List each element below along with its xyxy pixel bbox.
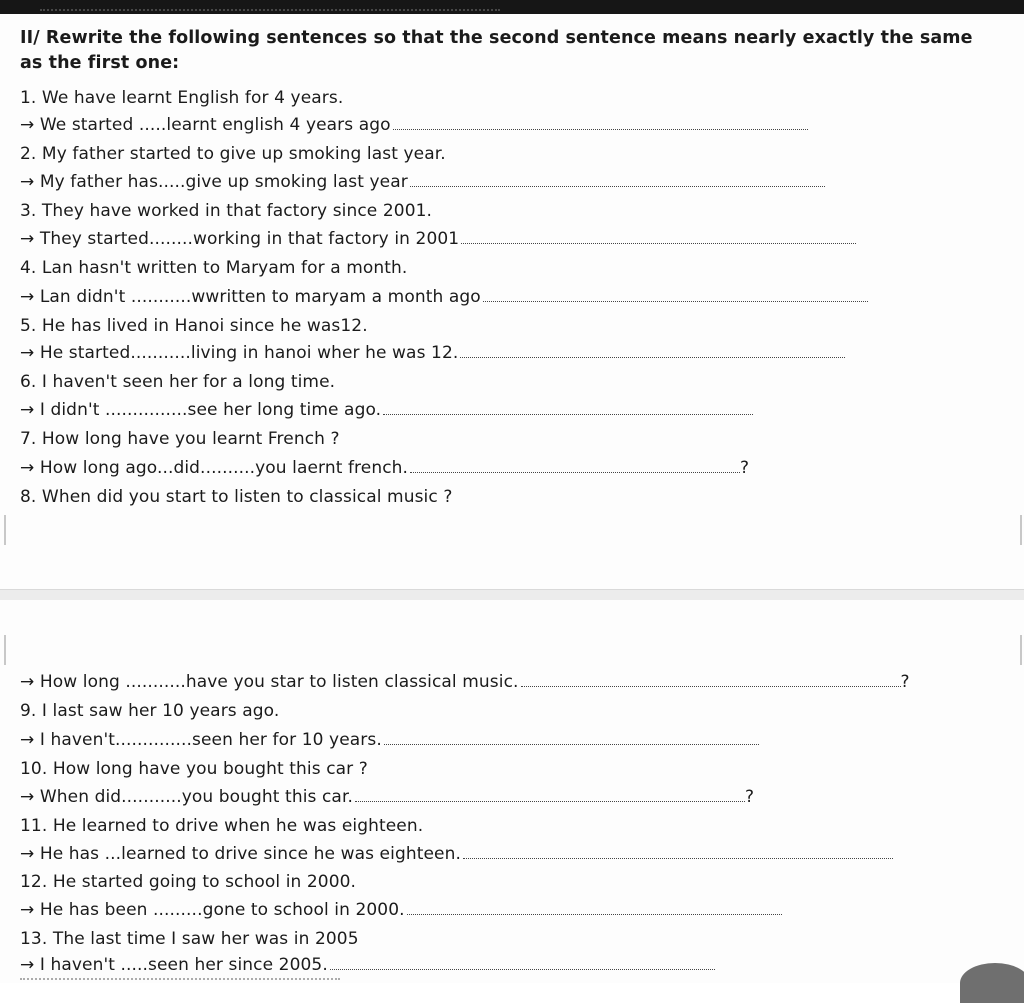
- question-2: 2. My father started to give up smoking last year.: [20, 144, 446, 164]
- answer-8-text: → How long ...........have you star to listen classical music.: [20, 672, 519, 692]
- answer-6-text: → I didn't ...............see her long time ago.: [20, 400, 382, 420]
- answer-3-blank: [461, 239, 856, 244]
- question-4: 4. Lan hasn't written to Maryam for a month.: [20, 258, 408, 278]
- instruction-heading-line1: II/ Rewrite the following sentences so that the second sentence means nearly exactly the same: [20, 28, 973, 48]
- answer-12-blank: [407, 910, 782, 915]
- answer-9: [20, 728, 759, 752]
- answer-6-blank: [383, 410, 753, 415]
- left-edge-mark-top: [4, 515, 6, 545]
- answer-9-blank: [384, 740, 759, 745]
- cut-off-text-bottom: [20, 978, 340, 985]
- answer-10: [20, 785, 754, 809]
- answer-1: [20, 113, 808, 137]
- answer-13-blank: [330, 965, 715, 970]
- answer-7: [20, 456, 749, 480]
- answer-1-blank: [393, 125, 808, 130]
- cut-off-text-top: [40, 9, 500, 18]
- answer-1-text: → We started .....learnt english 4 years ago: [20, 115, 391, 135]
- answer-5: [20, 341, 845, 365]
- answer-6: [20, 398, 753, 422]
- question-1: 1. We have learnt English for 4 years.: [20, 88, 344, 108]
- answer-2: [20, 170, 825, 194]
- answer-4-blank: [483, 297, 868, 302]
- answer-10-blank: [355, 797, 745, 802]
- answer-7-blank: [410, 468, 740, 473]
- left-edge-mark-bottom: [4, 635, 6, 665]
- question-8: 8. When did you start to listen to classical music ?: [20, 487, 453, 507]
- answer-7-question-mark: ?: [740, 458, 750, 478]
- answer-4: [20, 285, 868, 309]
- answer-2-text: → My father has.....give up smoking last year: [20, 172, 408, 192]
- question-7: 7. How long have you learnt French ?: [20, 429, 340, 449]
- answer-11: [20, 842, 893, 866]
- answer-5-text: → He started...........living in hanoi wher he was 12.: [20, 343, 459, 363]
- answer-11-text: → He has ...learned to drive since he was eighteen.: [20, 844, 461, 864]
- instruction-heading-line2: as the first one:: [20, 53, 180, 73]
- answer-10-text: → When did...........you bought this car.: [20, 787, 353, 807]
- answer-12-text: → He has been .........gone to school in 2000.: [20, 900, 405, 920]
- corner-overlay-shape: [960, 963, 1024, 1003]
- question-13: 13. The last time I saw her was in 2005: [20, 929, 359, 949]
- question-11: 11. He learned to drive when he was eighteen.: [20, 816, 424, 836]
- answer-13: [20, 953, 715, 977]
- answer-8: [20, 670, 910, 694]
- question-10: 10. How long have you bought this car ?: [20, 759, 368, 779]
- question-6: 6. I haven't seen her for a long time.: [20, 372, 336, 392]
- answer-5-blank: [460, 353, 845, 358]
- question-12: 12. He started going to school in 2000.: [20, 872, 357, 892]
- answer-3-text: → They started........working in that factory in 2001: [20, 229, 460, 249]
- right-edge-mark-top: [1020, 515, 1022, 545]
- answer-9-text: → I haven't..............seen her for 10 years.: [20, 730, 382, 750]
- answer-2-blank: [410, 182, 825, 187]
- question-3: 3. They have worked in that factory since 2001.: [20, 201, 433, 221]
- question-9: 9. I last saw her 10 years ago.: [20, 701, 280, 721]
- answer-11-blank: [463, 854, 893, 859]
- answer-8-question-mark: ?: [900, 672, 910, 692]
- answer-10-question-mark: ?: [744, 787, 755, 807]
- answer-13-text: → I haven't .....seen her since 2005.: [20, 955, 328, 975]
- answer-3: [20, 227, 856, 251]
- answer-7-text: → How long ago...did..........you laernt french.: [20, 458, 409, 478]
- right-edge-mark-bottom: [1020, 635, 1022, 665]
- answer-4-text: → Lan didn't ...........wwritten to maryam a month ago: [20, 287, 481, 307]
- answer-12: [20, 898, 782, 922]
- answer-8-blank: [521, 682, 901, 687]
- question-5: 5. He has lived in Hanoi since he was12.: [20, 316, 368, 336]
